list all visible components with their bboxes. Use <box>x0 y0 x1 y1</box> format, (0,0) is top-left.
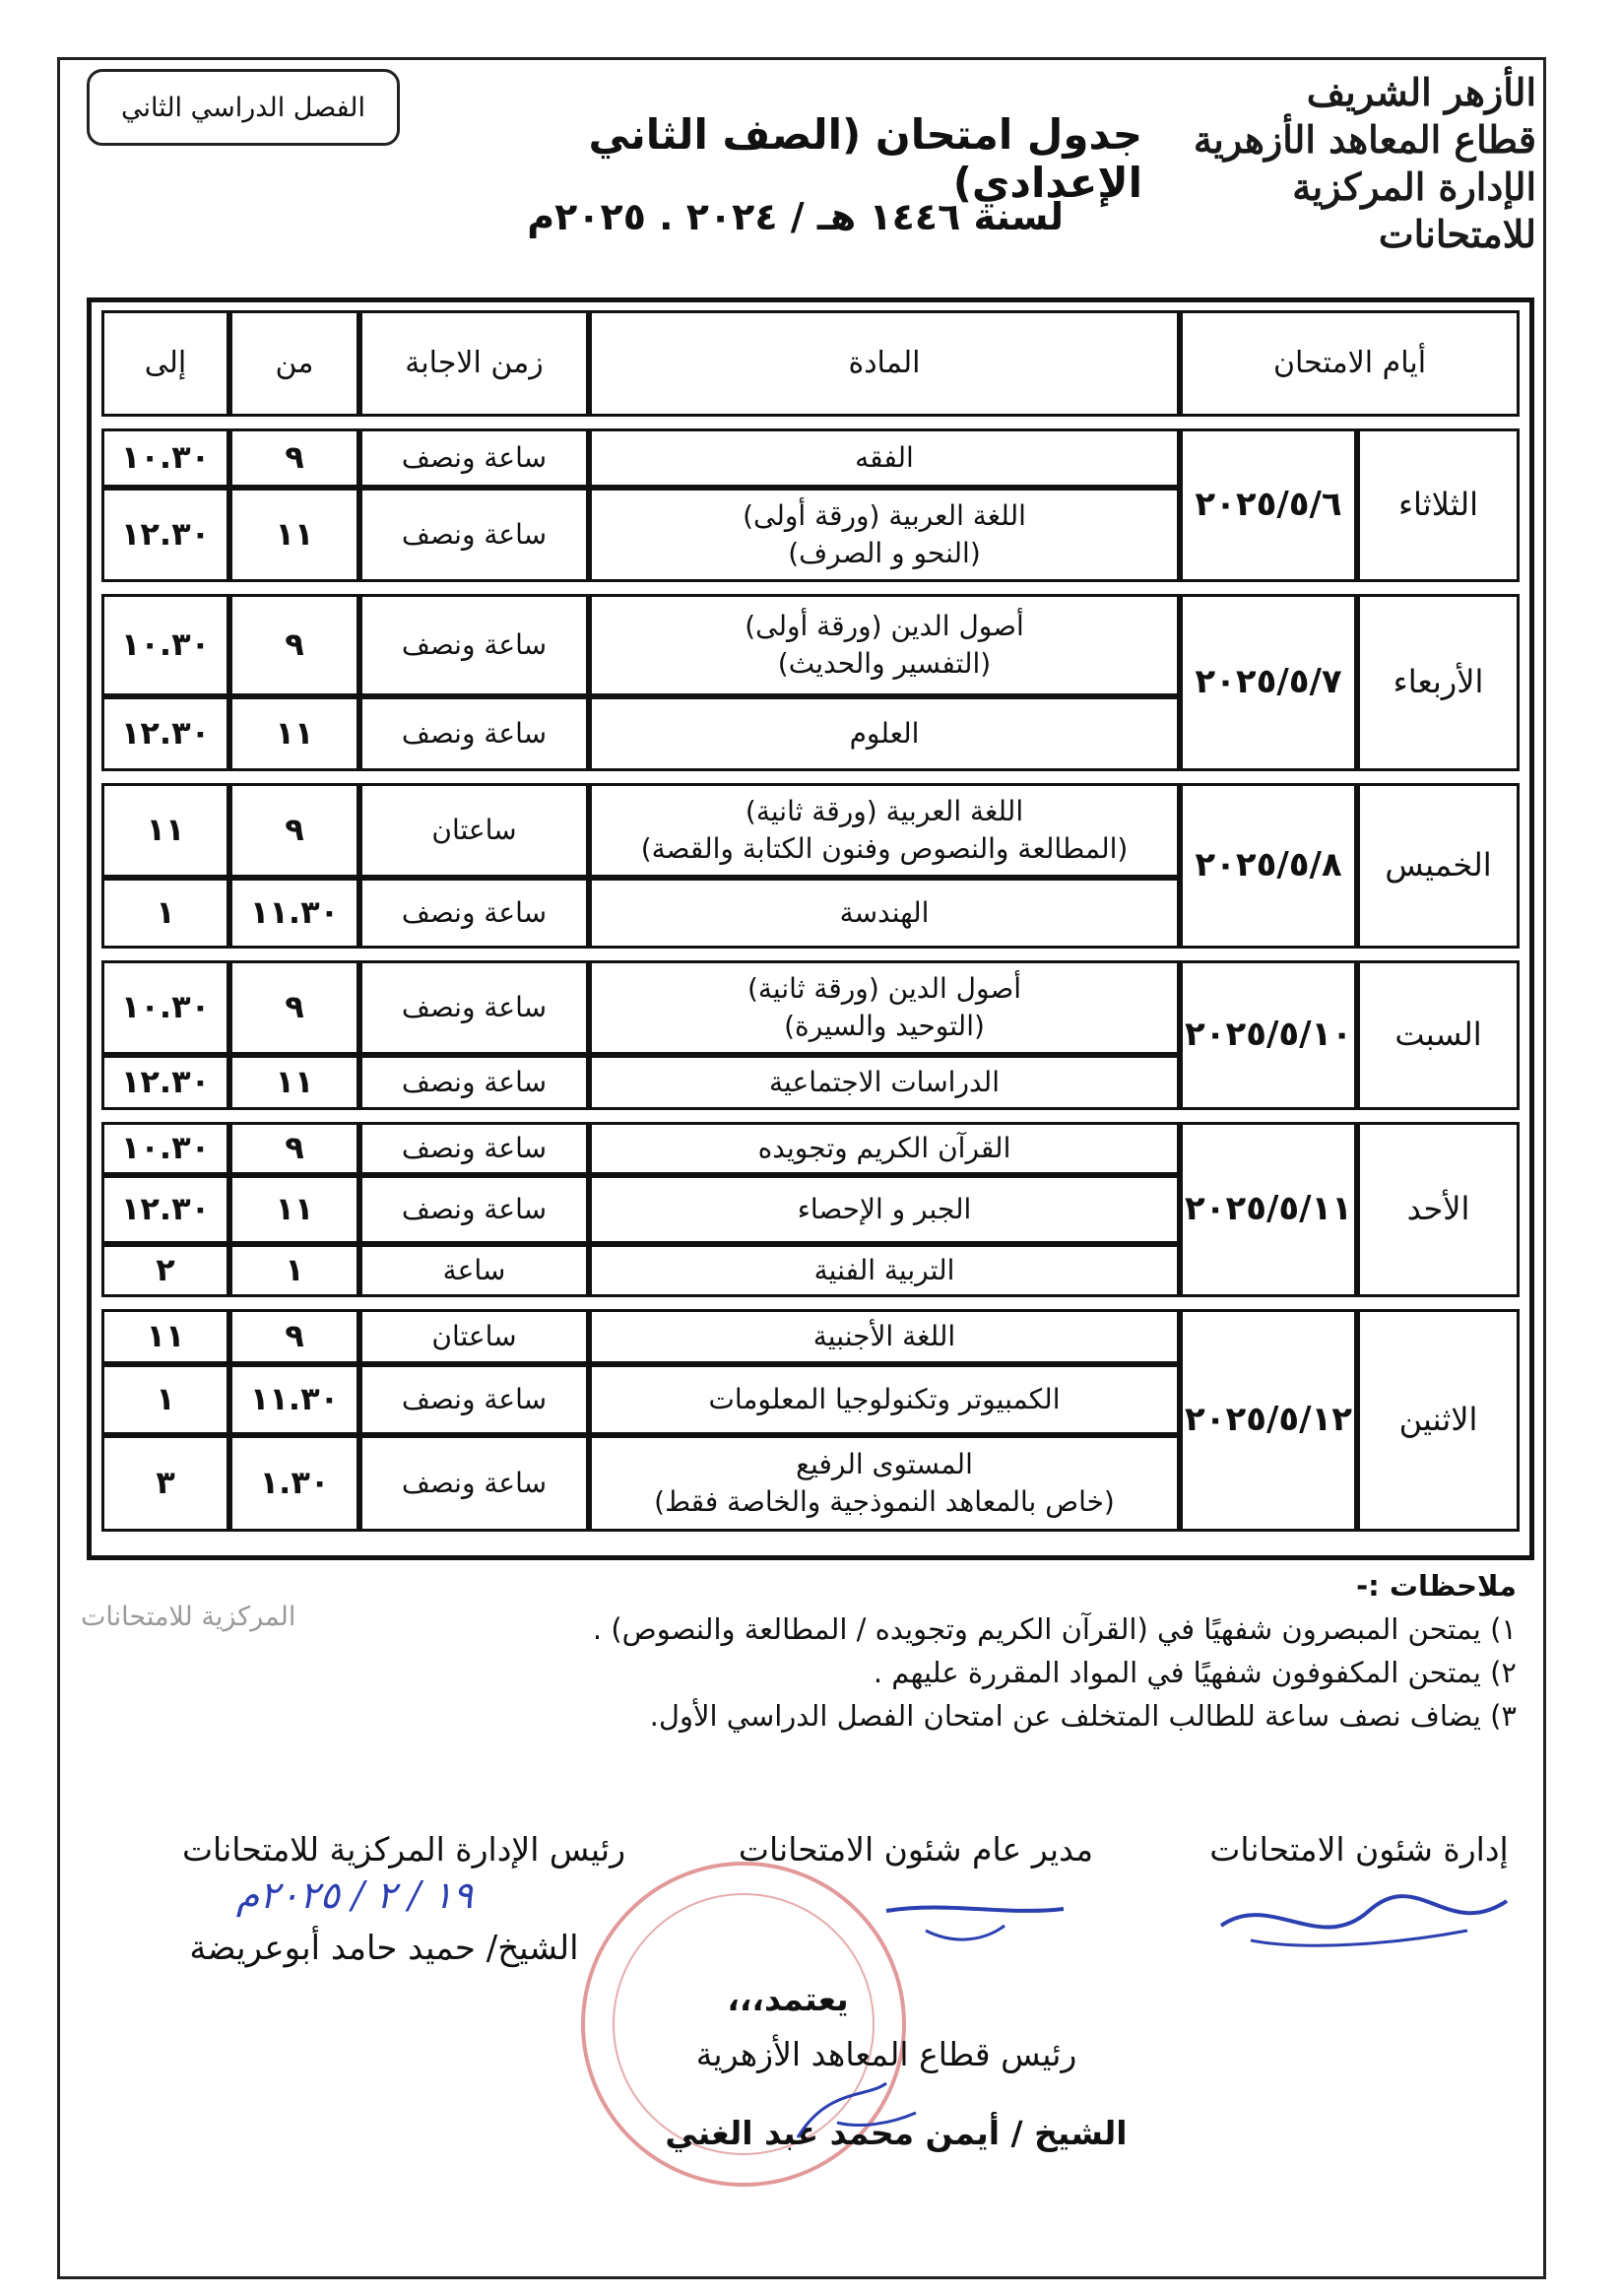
logo-line-1: الأزهر الشريف <box>1306 70 1536 114</box>
start-time-cell: ١ <box>229 1244 359 1297</box>
subject-cell: الدراسات الاجتماعية <box>589 1055 1180 1110</box>
handwritten-date: ١٩ / ٢ / ٢٠٢٥م <box>235 1873 474 1917</box>
duration-cell: ساعة ونصف <box>359 1122 589 1175</box>
duration-cell: ساعة ونصف <box>359 428 589 488</box>
notes-title: ملاحظات :- <box>1356 1569 1517 1603</box>
note-item: ٣) يضاف نصف ساعة للطالب المتخلف عن امتحان الفصل الدراسي الأول. <box>649 1699 1517 1733</box>
start-time-cell: ٩ <box>229 783 359 878</box>
duration-cell: ساعة ونصف <box>359 960 589 1055</box>
subject-cell: التربية الفنية <box>589 1244 1180 1297</box>
exam-day: السبت <box>1357 960 1520 1110</box>
end-time-cell: ١ <box>101 1364 229 1435</box>
end-time-cell: ١٢.٣٠ <box>101 488 229 582</box>
duration-cell: ساعة ونصف <box>359 1055 589 1110</box>
exam-date: ٢٠٢٥/٥/٦ <box>1180 428 1357 582</box>
duration-cell: ساعة ونصف <box>359 594 589 696</box>
exam-admin-title: إدارة شئون الامتحانات <box>1209 1830 1509 1869</box>
exam-date: ٢٠٢٥/٥/١٠ <box>1180 960 1357 1110</box>
signature-general-manager <box>867 1871 1142 1960</box>
approval-word: يعتمد،،، <box>727 1980 849 2018</box>
logo-line-2: قطاع المعاهد الأزهرية <box>1193 117 1536 162</box>
academic-year: لسنة ١٤٤٦ هـ / ٢٠٢٤ . ٢٠٢٥م <box>527 195 1064 238</box>
subject-cell: اللغة الأجنبية <box>589 1309 1180 1364</box>
start-time-cell: ١١ <box>229 696 359 771</box>
header-to: إلى <box>101 310 229 417</box>
end-time-cell: ١٢.٣٠ <box>101 696 229 771</box>
faint-watermark-text: المركزية للامتحانات <box>81 1602 296 1632</box>
end-time-cell: ١٠.٣٠ <box>101 428 229 488</box>
duration-cell: ساعتان <box>359 783 589 878</box>
start-time-cell: ١.٣٠ <box>229 1435 359 1532</box>
start-time-cell: ٩ <box>229 1309 359 1364</box>
end-time-cell: ١١ <box>101 1309 229 1364</box>
start-time-cell: ٩ <box>229 428 359 488</box>
subject-cell: القرآن الكريم وتجويده <box>589 1122 1180 1175</box>
duration-cell: ساعة <box>359 1244 589 1297</box>
end-time-cell: ١٢.٣٠ <box>101 1055 229 1110</box>
exam-date: ٢٠٢٥/٥/١٢ <box>1180 1309 1357 1532</box>
duration-cell: ساعة ونصف <box>359 488 589 582</box>
start-time-cell: ١١ <box>229 1175 359 1244</box>
exam-day: الأحد <box>1357 1122 1520 1297</box>
duration-cell: ساعة ونصف <box>359 1435 589 1532</box>
subject-cell: الهندسة <box>589 878 1180 949</box>
duration-cell: ساعة ونصف <box>359 1175 589 1244</box>
exam-day: الثلاثاء <box>1357 428 1520 582</box>
subject-cell: اللغة العربية (ورقة ثانية) (المطالعة والنصوص وفنون الكتابة والقصة) <box>589 783 1180 878</box>
start-time-cell: ٩ <box>229 594 359 696</box>
start-time-cell: ١١.٣٠ <box>229 1364 359 1435</box>
subject-cell: الفقه <box>589 428 1180 488</box>
note-item: ١) يمتحن المبصرون شفهيًا في (القرآن الكريم وتجويده / المطالعة والنصوص) . <box>592 1612 1517 1646</box>
exam-day: الأربعاء <box>1357 594 1520 771</box>
general-manager-title: مدير عام شئون الامتحانات <box>738 1830 1094 1869</box>
end-time-cell: ١٠.٣٠ <box>101 960 229 1055</box>
start-time-cell: ١١ <box>229 1055 359 1110</box>
note-item: ٢) يمتحن المكفوفون شفهيًا في المواد المقررة عليهم . <box>873 1656 1517 1689</box>
exam-day: الاثنين <box>1357 1309 1520 1532</box>
al-azhar-logo <box>1142 69 1536 256</box>
header-from: من <box>229 310 359 417</box>
end-time-cell: ١٠.٣٠ <box>101 594 229 696</box>
logo-line-3: الإدارة المركزية للامتحانات <box>1292 164 1536 256</box>
end-time-cell: ١١ <box>101 783 229 878</box>
central-head-title: رئيس الإدارة المركزية للامتحانات <box>181 1830 626 1869</box>
duration-cell: ساعتان <box>359 1309 589 1364</box>
exam-date: ٢٠٢٥/٥/٨ <box>1180 783 1357 949</box>
central-head-name: الشيخ/ حميد حامد أبوعريضة <box>189 1929 579 1968</box>
header-subject: المادة <box>589 310 1180 417</box>
exam-day: الخميس <box>1357 783 1520 949</box>
subject-cell: الجبر و الإحصاء <box>589 1175 1180 1244</box>
start-time-cell: ٩ <box>229 960 359 1055</box>
subject-cell: اللغة العربية (ورقة أولى) (النحو و الصرف) <box>589 488 1180 582</box>
page-title: جدول امتحان (الصف الثاني الإعدادي) <box>588 110 1142 207</box>
exam-date: ٢٠٢٥/٥/٧ <box>1180 594 1357 771</box>
start-time-cell: ١١ <box>229 488 359 582</box>
notes-section <box>473 1564 1517 1738</box>
header-exam-days: أيام الامتحان <box>1180 310 1520 417</box>
exam-schedule-table <box>87 297 1534 1560</box>
duration-cell: ساعة ونصف <box>359 696 589 771</box>
duration-cell: ساعة ونصف <box>359 878 589 949</box>
subject-cell: الكمبيوتر وتكنولوجيا المعلومات <box>589 1364 1180 1435</box>
signature-sector-head <box>778 2068 936 2157</box>
subject-cell: المستوى الرفيع (خاص بالمعاهد النموذجية والخاصة فقط) <box>589 1435 1180 1532</box>
subject-cell: أصول الدين (ورقة أولى) (التفسير والحديث) <box>589 594 1180 696</box>
end-time-cell: ١٢.٣٠ <box>101 1175 229 1244</box>
end-time-cell: ١ <box>101 878 229 949</box>
sector-head-name: الشيخ / أيمن محمد عبد الغني <box>665 2114 1128 2152</box>
signature-exam-admin <box>1211 1871 1526 1960</box>
end-time-cell: ٢ <box>101 1244 229 1297</box>
sector-head-title: رئيس قطاع المعاهد الأزهرية <box>695 2035 1077 2073</box>
subject-cell: أصول الدين (ورقة ثانية) (التوحيد والسيرة) <box>589 960 1180 1055</box>
end-time-cell: ١٠.٣٠ <box>101 1122 229 1175</box>
start-time-cell: ٩ <box>229 1122 359 1175</box>
duration-cell: ساعة ونصف <box>359 1364 589 1435</box>
exam-date: ٢٠٢٥/٥/١١ <box>1180 1122 1357 1297</box>
header-duration: زمن الاجابة <box>359 310 589 417</box>
subject-cell: العلوم <box>589 696 1180 771</box>
start-time-cell: ١١.٣٠ <box>229 878 359 949</box>
end-time-cell: ٣ <box>101 1435 229 1532</box>
semester-label: الفصل الدراسي الثاني <box>87 69 400 146</box>
